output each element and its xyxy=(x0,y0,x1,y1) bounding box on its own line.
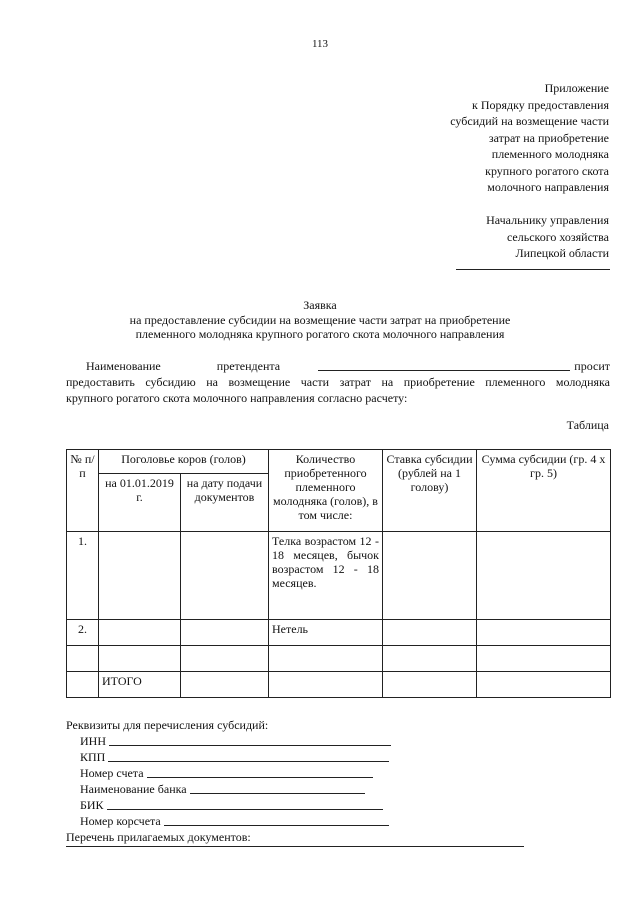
header-rate: Ставка субсидии (рублей на 1 голову) xyxy=(383,450,477,532)
corr-line xyxy=(80,813,391,829)
documents-field[interactable] xyxy=(66,846,524,847)
applicant-line xyxy=(66,358,610,374)
subsidy-table xyxy=(66,449,611,698)
total-label: ИТОГО xyxy=(99,672,181,698)
bank-line xyxy=(80,781,391,797)
table-row xyxy=(67,532,611,620)
addressee-line: сельского хозяйства xyxy=(506,229,609,244)
request-title-line: Заявка xyxy=(303,298,337,312)
cell-input[interactable] xyxy=(383,646,477,672)
addressee-block xyxy=(486,212,609,262)
appendix-block xyxy=(450,80,609,196)
applicant-label: Наименование xyxy=(86,359,161,373)
appendix-line: затрат на приобретение xyxy=(488,130,609,145)
table-row-total xyxy=(67,672,611,698)
cell-input[interactable] xyxy=(383,620,477,646)
addressee-line: Липецкой области xyxy=(515,246,609,260)
kpp-line xyxy=(80,749,391,765)
applicant-request-word: просит xyxy=(574,359,610,373)
cell-input[interactable] xyxy=(383,532,477,620)
bank-field[interactable] xyxy=(190,793,365,794)
cell-input[interactable] xyxy=(181,620,269,646)
bik-label: БИК xyxy=(80,798,104,812)
applicant-name-field[interactable] xyxy=(318,370,570,371)
cell-input[interactable] xyxy=(181,532,269,620)
request-paragraph xyxy=(66,358,610,406)
header-sum: Сумма субсидии (гр. 4 х гр. 5) xyxy=(477,450,611,532)
cell-input[interactable] xyxy=(477,646,611,672)
requisites-heading: Реквизиты для перечисления субсидий: xyxy=(66,718,269,732)
kpp-field[interactable] xyxy=(108,761,389,762)
paragraph-line: предоставить субсидию на возмещение части затрат на приобретение племенного молодняка xyxy=(66,375,610,389)
account-line xyxy=(80,765,391,781)
request-title xyxy=(0,298,640,342)
cell-input[interactable] xyxy=(383,672,477,698)
appendix-line: крупного рогатого скота xyxy=(485,163,609,178)
table-label: Таблица xyxy=(566,418,609,432)
appendix-line: племенного молодняка xyxy=(491,147,609,161)
appendix-line: молочного направления xyxy=(487,180,609,194)
header-cows-date2: на дату подачи документов xyxy=(181,474,269,532)
table-row xyxy=(67,646,611,672)
cell-input[interactable] xyxy=(269,646,383,672)
addressee-line: Начальнику управления xyxy=(486,213,609,227)
cell-input[interactable] xyxy=(99,620,181,646)
appendix-line: субсидий на возмещение части xyxy=(450,114,609,128)
request-title-line: на предоставление субсидии на возмещение части затрат на приобретение xyxy=(129,312,511,327)
cell-input[interactable] xyxy=(67,672,99,698)
corr-label: Номер корсчета xyxy=(80,814,161,828)
documents-label: Перечень прилагаемых документов: xyxy=(66,830,251,844)
addressee-signature-line[interactable] xyxy=(456,269,610,270)
paragraph-line: крупного рогатого скота молочного направления согласно расчету: xyxy=(66,391,408,405)
cell-input[interactable] xyxy=(99,532,181,620)
page-number: 113 xyxy=(311,38,329,50)
row-description: Нетель xyxy=(269,620,383,646)
cell-input[interactable] xyxy=(477,532,611,620)
cell-input[interactable] xyxy=(99,646,181,672)
requisites-block xyxy=(66,717,391,845)
header-num: № п/п xyxy=(67,450,99,532)
cell-input[interactable] xyxy=(181,672,269,698)
header-cows-date1: на 01.01.2019 г. xyxy=(99,474,181,532)
inn-label: ИНН xyxy=(80,734,106,748)
bik-field[interactable] xyxy=(107,809,383,810)
bank-label: Наименование банка xyxy=(80,782,187,796)
account-field[interactable] xyxy=(147,777,373,778)
request-title-line: племенного молодняка крупного рогатого скота молочного направления xyxy=(135,327,505,341)
table-row xyxy=(67,620,611,646)
inn-field[interactable] xyxy=(109,745,391,746)
cell-input[interactable] xyxy=(477,620,611,646)
header-cows: Поголовье коров (голов) xyxy=(99,450,269,474)
row-num: 2. xyxy=(67,620,99,646)
cell-input[interactable] xyxy=(477,672,611,698)
applicant-label-2: претендента xyxy=(216,359,281,373)
appendix-line: к Порядку предоставления xyxy=(471,97,609,112)
row-description: Телка возрастом 12 - 18 месяцев, бычок возрастом 12 - 18 месяцев. xyxy=(269,532,383,620)
corr-field[interactable] xyxy=(164,825,389,826)
account-label: Номер счета xyxy=(80,766,144,780)
cell-input[interactable] xyxy=(67,646,99,672)
cell-input[interactable] xyxy=(181,646,269,672)
inn-line xyxy=(80,733,391,749)
kpp-label: КПП xyxy=(80,750,106,764)
bik-line xyxy=(80,797,391,813)
row-num: 1. xyxy=(67,532,99,620)
header-quantity: Количество приобретенного племенного молодняка (голов), в том числе: xyxy=(269,450,383,532)
cell-input[interactable] xyxy=(269,672,383,698)
appendix-line: Приложение xyxy=(544,81,609,95)
